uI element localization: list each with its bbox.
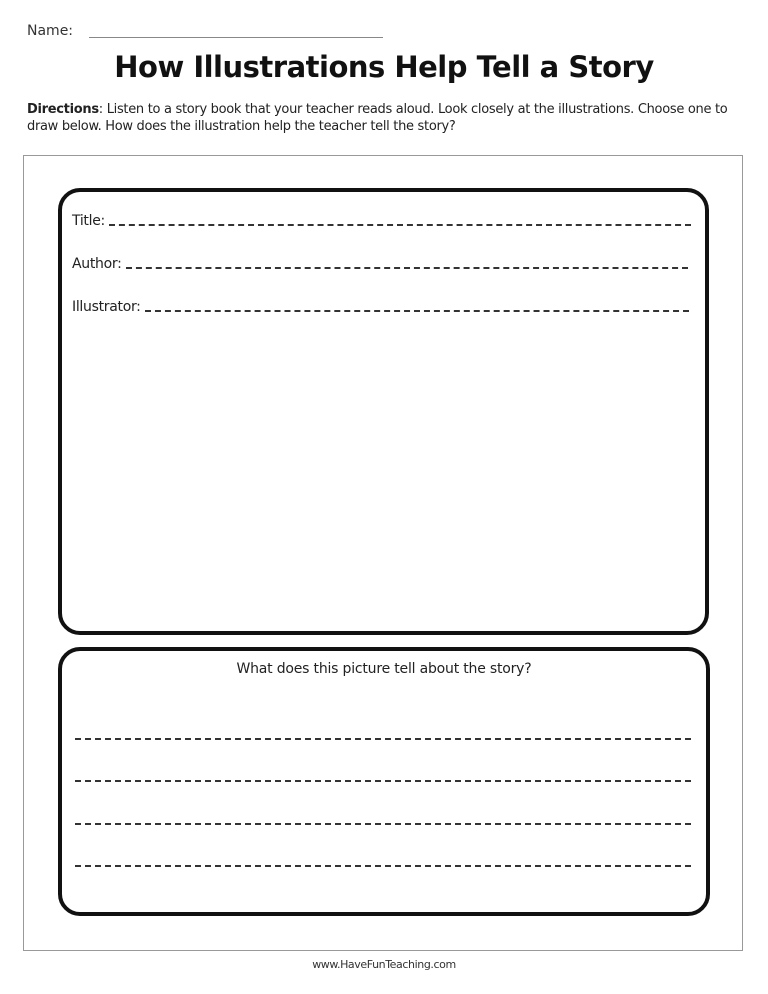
answer-line-2[interactable] — [75, 780, 691, 782]
illustrator-line[interactable] — [145, 310, 689, 312]
author-label: Author: — [72, 256, 122, 272]
directions-label: Directions — [27, 102, 99, 117]
footer-website: www.HaveFunTeaching.com — [312, 958, 456, 971]
author-line[interactable] — [126, 267, 688, 269]
worksheet-title: How Illustrations Help Tell a Story — [114, 50, 654, 84]
answer-line-4[interactable] — [75, 865, 691, 867]
answer-line-3[interactable] — [75, 823, 691, 825]
name-input-line[interactable] — [89, 37, 383, 38]
title-line[interactable] — [109, 224, 691, 226]
title-field[interactable] — [72, 213, 691, 229]
illustrator-label: Illustrator: — [72, 299, 141, 315]
directions-text: : Listen to a story book that your teacher reads aloud. Look closely at the illustrations. Choose one to draw below. How does the illustration help the teacher tell the story? — [27, 102, 728, 134]
response-question: What does this picture tell about the story? — [236, 661, 532, 677]
name-label: Name: — [27, 23, 74, 39]
answer-line-1[interactable] — [75, 738, 691, 740]
author-field[interactable] — [72, 256, 688, 272]
directions — [27, 101, 747, 135]
title-label: Title: — [72, 213, 105, 229]
illustrator-field[interactable] — [72, 299, 689, 315]
